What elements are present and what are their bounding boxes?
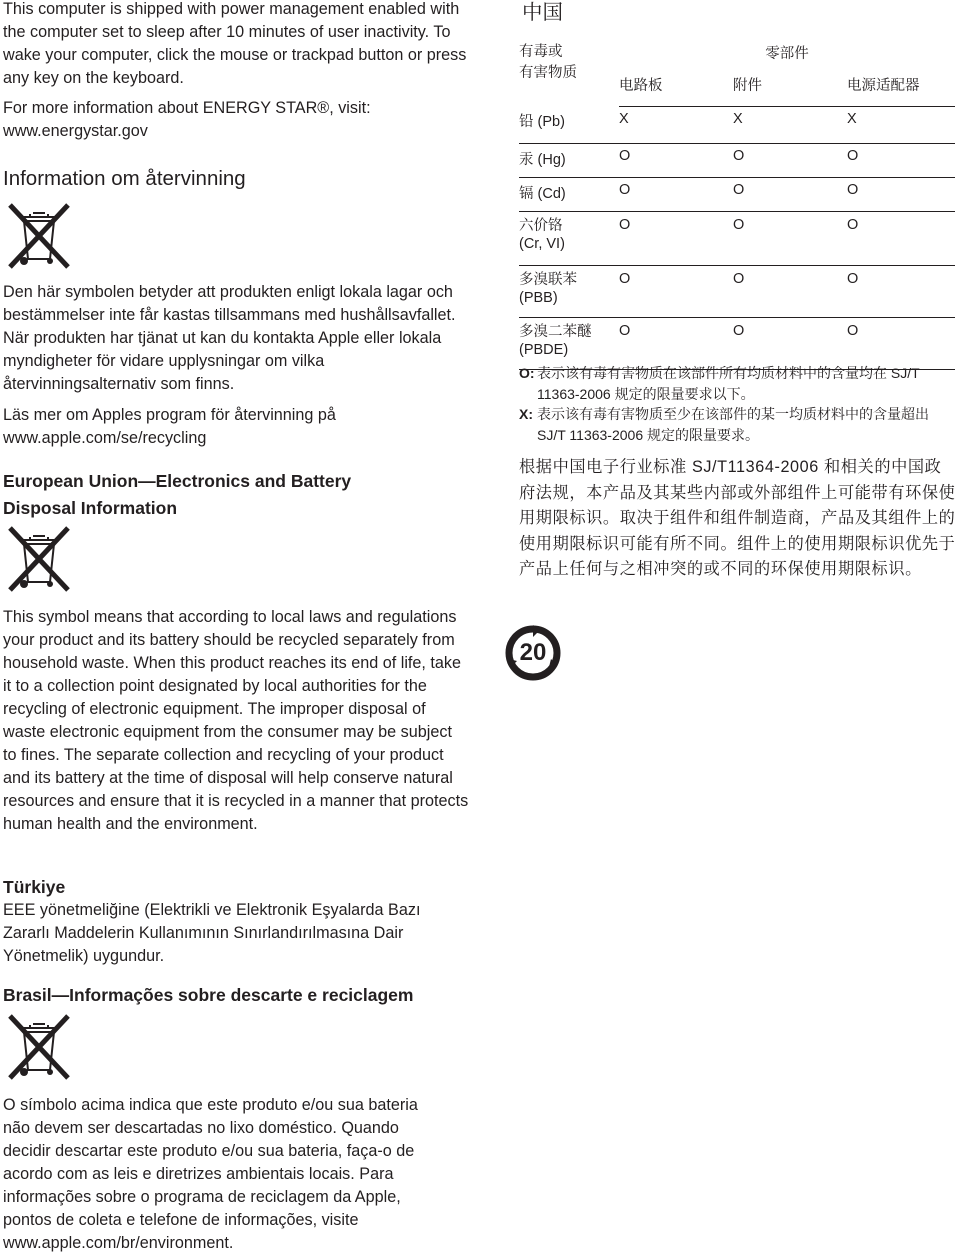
hazardous-substance-table [519,39,955,370]
substance-name: 铅 (Pb) [519,106,619,144]
table-cell: O [619,318,733,370]
china-section-title: 中国 [522,1,563,24]
table-cell: O [847,266,955,318]
environmental-protection-use-period-logo [501,621,565,685]
table-cell: O [847,318,955,370]
table-cell: O [619,178,733,212]
sweden-section-title: Information om återvinning [3,167,246,190]
note-text: 表示该有毒有害物质至少在该部件的某一均质材料中的含量超出 SJ/T 11363-2006 规定的限量要求。 [537,406,929,443]
table-cell: X [733,106,847,144]
turkey-paragraph: EEE yönetmeliğine (Elektrikli ve Elektronik Eşyalarda Bazı Zararlı Maddelerin Kullanımının Sınırlandırılmasına Dair Yönetmelik) uygundur. [3,901,421,965]
substance-name: 多溴二苯醚 (PBDE) [519,318,619,370]
table-notes [519,363,939,445]
eu-section-title: European Union—Electronics and Battery Disposal Information [3,471,352,518]
table-cell: O [619,212,733,266]
energy-paragraph: This computer is shipped with power management enabled with the computer set to sleep after 10 minutes of user inactivity. To wake your computer, click the mouse or trackpad button or press any key on the keyboard. [3,0,467,87]
note-o [519,363,939,404]
logo-number: 20 [519,639,547,666]
sweden-paragraph: Den här symbolen betyder att produkten enligt lokala lagar och bestämmelser inte får kastas tillsammans med hushållsavfallet. När produkten har tjänat ut kan du kontakta Apple eller lokala myndigheter för vidare upplysningar om vilka återvinningsalternativ som finns. [3,283,456,393]
turkey-section-title: Türkiye [3,877,66,897]
table-cell: O [733,144,847,178]
substance-name: 六价铬 (Cr, VI) [519,212,619,266]
china-statement: 根据中国电子行业标准 SJ/T11364-2006 和相关的中国政府法规，本产品及其某些内部或外部组件上可能带有环保使用期限标识。取决于组件和组件制造商，产品及其组件上的使用期限标识可能有所不同。组件上的使用期限标识优先于产品上任何与之相冲突的或不同的环保使用期限标识。 [519,458,956,578]
table-corner-header: 有毒或 有害物质 [519,44,577,81]
table-cell: O [733,266,847,318]
brasil-paragraph: O símbolo acima indica que este produto e/ou sua bateria não devem ser descartadas no lixo doméstico. Quando decidir descartar este produto e/ou sua bateria, faça-o de acordo com as leis e diretrizes ambientais locais. Para informações sobre o programa de reciclagem da Apple, pontos de coleta e telefone de informações, visite www.apple.com/br/environment. [3,1096,418,1252]
note-x [519,404,939,445]
brasil-section-title: Brasil—Informações sobre descarte e reciclagem [3,985,414,1005]
note-key: O: [519,365,535,381]
table-group-header: 零部件 [765,46,809,62]
crossed-bin-icon [6,203,72,269]
table-cell: O [847,144,955,178]
table-cell: O [847,212,955,266]
table-cell: O [733,212,847,266]
eu-paragraph: This symbol means that according to local laws and regulations your product and its battery should be recycled separately from household waste. When this product reaches its end of life, take it to a collection point designated by local authorities for the recycling of electronic equipment. The improper disposal of waste electronic equipment from the consumer may be subject to fines. The separate collection and recycling of your product and its battery at the time of disposal will help conserve natural resources and ensure that it is recycled in a manner that protects human health and the environment. [3,608,469,833]
sweden-recycling-link: Läs mer om Apples program för återvinning på www.apple.com/se/recycling [3,406,336,447]
table-cell: O [733,318,847,370]
substance-name: 镉 (Cd) [519,178,619,212]
substance-name: 多溴联苯 (PBB) [519,266,619,318]
column-header: 电源适配器 [847,74,955,106]
energystar-link-paragraph: For more information about ENERGY STAR®, visit: www.energystar.gov [3,99,371,140]
note-text: 表示该有毒有害物质在该部件所有均质材料中的含量均在 SJ/T 11363-2006 规定的限量要求以下。 [537,365,920,402]
crossed-bin-icon [6,526,72,592]
table-cell: O [619,144,733,178]
column-header: 电路板 [619,74,733,106]
table-cell: O [619,266,733,318]
table-cell: X [847,106,955,144]
note-key: X: [519,406,533,422]
substance-name: 汞 (Hg) [519,144,619,178]
table-cell: O [847,178,955,212]
crossed-bin-icon [6,1014,72,1080]
table-cell: X [619,106,733,144]
column-header: 附件 [733,74,847,106]
table-cell: O [733,178,847,212]
